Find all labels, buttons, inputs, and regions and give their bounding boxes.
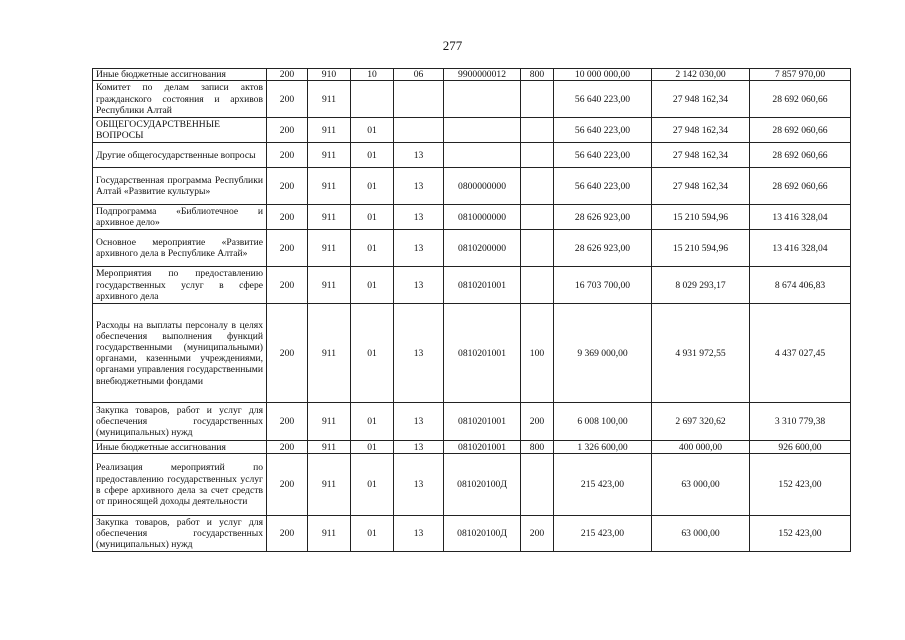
row-v2-cell: 63 000,00 xyxy=(652,454,750,516)
row-v3-cell: 7 857 970,00 xyxy=(750,69,851,81)
row-c4-cell: 13 xyxy=(394,267,444,304)
row-c2-cell: 911 xyxy=(308,267,351,304)
row-v1-cell: 10 000 000,00 xyxy=(554,69,652,81)
row-c2-cell: 911 xyxy=(308,516,351,552)
row-c5-cell xyxy=(444,143,521,168)
row-c3-cell: 01 xyxy=(351,441,394,454)
row-c6-cell xyxy=(521,81,554,118)
row-c2-cell: 911 xyxy=(308,441,351,454)
row-v3-cell: 13 416 328,04 xyxy=(750,230,851,267)
row-c3-cell: 01 xyxy=(351,230,394,267)
row-c2-cell: 911 xyxy=(308,118,351,143)
row-v3-cell: 8 674 406,83 xyxy=(750,267,851,304)
row-c1-cell: 200 xyxy=(267,143,308,168)
row-v2-cell: 63 000,00 xyxy=(652,516,750,552)
row-c1-cell: 200 xyxy=(267,81,308,118)
row-c2-cell: 911 xyxy=(308,454,351,516)
row-c4-cell: 13 xyxy=(394,454,444,516)
row-v1-cell: 28 626 923,00 xyxy=(554,205,652,230)
row-v1-cell: 28 626 923,00 xyxy=(554,230,652,267)
row-v3-cell: 13 416 328,04 xyxy=(750,205,851,230)
row-v3-cell: 152 423,00 xyxy=(750,454,851,516)
row-c6-cell: 800 xyxy=(521,441,554,454)
row-v3-cell: 152 423,00 xyxy=(750,516,851,552)
table-row xyxy=(93,403,851,441)
row-c1-cell: 200 xyxy=(267,118,308,143)
row-c1-cell: 200 xyxy=(267,304,308,403)
row-c3-cell: 01 xyxy=(351,143,394,168)
row-name-cell: Иные бюджетные ассигнования xyxy=(93,441,267,454)
row-c2-cell: 910 xyxy=(308,69,351,81)
page-number: 277 xyxy=(442,38,463,53)
row-v3-cell: 28 692 060,66 xyxy=(750,143,851,168)
row-c6-cell xyxy=(521,230,554,267)
row-c6-cell xyxy=(521,143,554,168)
row-v2-cell: 15 210 594,96 xyxy=(652,230,750,267)
row-c4-cell: 06 xyxy=(394,69,444,81)
row-c4-cell: 13 xyxy=(394,230,444,267)
row-v2-cell: 4 931 972,55 xyxy=(652,304,750,403)
row-c1-cell: 200 xyxy=(267,230,308,267)
row-name-cell: Мероприятия по предоставлению государственных услуг в сфере архивного дела xyxy=(93,267,267,304)
row-c4-cell: 13 xyxy=(394,143,444,168)
row-name-cell: Основное мероприятие «Развитие архивного дела в Республике Алтай» xyxy=(93,230,267,267)
row-v1-cell: 215 423,00 xyxy=(554,454,652,516)
row-c4-cell xyxy=(394,81,444,118)
row-v1-cell: 56 640 223,00 xyxy=(554,143,652,168)
table-row xyxy=(93,267,851,304)
row-v3-cell: 28 692 060,66 xyxy=(750,168,851,205)
row-c6-cell xyxy=(521,454,554,516)
row-name-cell: Закупка товаров, работ и услуг для обеспечения государственных (муниципальных) нужд xyxy=(93,403,267,441)
row-v2-cell: 2 142 030,00 xyxy=(652,69,750,81)
row-c6-cell: 800 xyxy=(521,69,554,81)
row-c1-cell: 200 xyxy=(267,403,308,441)
row-c2-cell: 911 xyxy=(308,304,351,403)
row-c3-cell: 01 xyxy=(351,403,394,441)
row-c1-cell: 200 xyxy=(267,516,308,552)
row-v1-cell: 6 008 100,00 xyxy=(554,403,652,441)
row-c5-cell xyxy=(444,118,521,143)
row-name-cell: Реализация мероприятий по предоставлению государственных услуг в сфере архивного дела за счет средств от приносящей доходы деятельности xyxy=(93,454,267,516)
budget-table xyxy=(92,68,851,552)
row-name-cell: Иные бюджетные ассигнования xyxy=(93,69,267,81)
row-c4-cell xyxy=(394,118,444,143)
table-row xyxy=(93,205,851,230)
row-v2-cell: 27 948 162,34 xyxy=(652,143,750,168)
row-c2-cell: 911 xyxy=(308,143,351,168)
row-c2-cell: 911 xyxy=(308,168,351,205)
row-c5-cell: 0800000000 xyxy=(444,168,521,205)
row-c3-cell xyxy=(351,81,394,118)
row-v2-cell: 15 210 594,96 xyxy=(652,205,750,230)
row-v1-cell: 215 423,00 xyxy=(554,516,652,552)
row-c1-cell: 200 xyxy=(267,454,308,516)
row-c4-cell: 13 xyxy=(394,441,444,454)
row-c3-cell: 01 xyxy=(351,516,394,552)
row-c6-cell xyxy=(521,168,554,205)
row-c5-cell: 081020100Д xyxy=(444,516,521,552)
row-c5-cell: 081020100Д xyxy=(444,454,521,516)
table-row xyxy=(93,81,851,118)
row-c3-cell: 01 xyxy=(351,454,394,516)
row-c2-cell: 911 xyxy=(308,205,351,230)
row-v1-cell: 1 326 600,00 xyxy=(554,441,652,454)
row-c6-cell: 200 xyxy=(521,516,554,552)
row-v1-cell: 56 640 223,00 xyxy=(554,81,652,118)
row-c5-cell xyxy=(444,81,521,118)
row-c3-cell: 01 xyxy=(351,304,394,403)
row-c5-cell: 0810201001 xyxy=(444,267,521,304)
row-c5-cell: 9900000012 xyxy=(444,69,521,81)
row-c1-cell: 200 xyxy=(267,168,308,205)
row-c3-cell: 01 xyxy=(351,267,394,304)
row-c6-cell: 200 xyxy=(521,403,554,441)
row-name-cell: Подпрограмма «Библиотечное и архивное дело» xyxy=(93,205,267,230)
row-c3-cell: 01 xyxy=(351,168,394,205)
row-c1-cell: 200 xyxy=(267,441,308,454)
row-name-cell: Комитет по делам записи актов гражданского состояния и архивов Республики Алтай xyxy=(93,81,267,118)
row-c6-cell: 100 xyxy=(521,304,554,403)
row-c2-cell: 911 xyxy=(308,403,351,441)
row-v1-cell: 56 640 223,00 xyxy=(554,168,652,205)
row-c5-cell: 0810000000 xyxy=(444,205,521,230)
row-v3-cell: 926 600,00 xyxy=(750,441,851,454)
row-c4-cell: 13 xyxy=(394,516,444,552)
table-row xyxy=(93,441,851,454)
row-name-cell: Закупка товаров, работ и услуг для обеспечения государственных (муниципальных) нужд xyxy=(93,516,267,552)
row-c4-cell: 13 xyxy=(394,304,444,403)
row-v3-cell: 3 310 779,38 xyxy=(750,403,851,441)
row-v3-cell: 28 692 060,66 xyxy=(750,118,851,143)
row-c3-cell: 10 xyxy=(351,69,394,81)
row-c3-cell: 01 xyxy=(351,205,394,230)
row-c6-cell xyxy=(521,118,554,143)
table-row xyxy=(93,143,851,168)
row-name-cell: Государственная программа Республики Алтай «Развитие культуры» xyxy=(93,168,267,205)
row-c6-cell xyxy=(521,205,554,230)
row-v2-cell: 8 029 293,17 xyxy=(652,267,750,304)
row-name-cell: Другие общегосударственные вопросы xyxy=(93,143,267,168)
table-row xyxy=(93,516,851,552)
row-c1-cell: 200 xyxy=(267,69,308,81)
row-c4-cell: 13 xyxy=(394,403,444,441)
table-row xyxy=(93,168,851,205)
row-v1-cell: 16 703 700,00 xyxy=(554,267,652,304)
row-v1-cell: 9 369 000,00 xyxy=(554,304,652,403)
row-c3-cell: 01 xyxy=(351,118,394,143)
row-c2-cell: 911 xyxy=(308,230,351,267)
row-v1-cell: 56 640 223,00 xyxy=(554,118,652,143)
row-name-cell: ОБЩЕГОСУДАРСТВЕННЫЕ ВОПРОСЫ xyxy=(93,118,267,143)
row-v2-cell: 27 948 162,34 xyxy=(652,81,750,118)
row-name-cell: Расходы на выплаты персоналу в целях обеспечения выполнения функций государственными (муниципальными) органами, казенными учреждениями, органами управления государственными внебюджетными фондами xyxy=(93,304,267,403)
row-c4-cell: 13 xyxy=(394,205,444,230)
row-c2-cell: 911 xyxy=(308,81,351,118)
table-row xyxy=(93,304,851,403)
table-row xyxy=(93,69,851,81)
table-row xyxy=(93,454,851,516)
row-v2-cell: 400 000,00 xyxy=(652,441,750,454)
row-v3-cell: 28 692 060,66 xyxy=(750,81,851,118)
row-c1-cell: 200 xyxy=(267,205,308,230)
row-c1-cell: 200 xyxy=(267,267,308,304)
row-v2-cell: 2 697 320,62 xyxy=(652,403,750,441)
row-v2-cell: 27 948 162,34 xyxy=(652,118,750,143)
row-c4-cell: 13 xyxy=(394,168,444,205)
row-c5-cell: 0810200000 xyxy=(444,230,521,267)
row-c6-cell xyxy=(521,267,554,304)
table-row xyxy=(93,118,851,143)
row-c5-cell: 0810201001 xyxy=(444,304,521,403)
table-row xyxy=(93,230,851,267)
row-v3-cell: 4 437 027,45 xyxy=(750,304,851,403)
row-c5-cell: 0810201001 xyxy=(444,441,521,454)
row-v2-cell: 27 948 162,34 xyxy=(652,168,750,205)
row-c5-cell: 0810201001 xyxy=(444,403,521,441)
